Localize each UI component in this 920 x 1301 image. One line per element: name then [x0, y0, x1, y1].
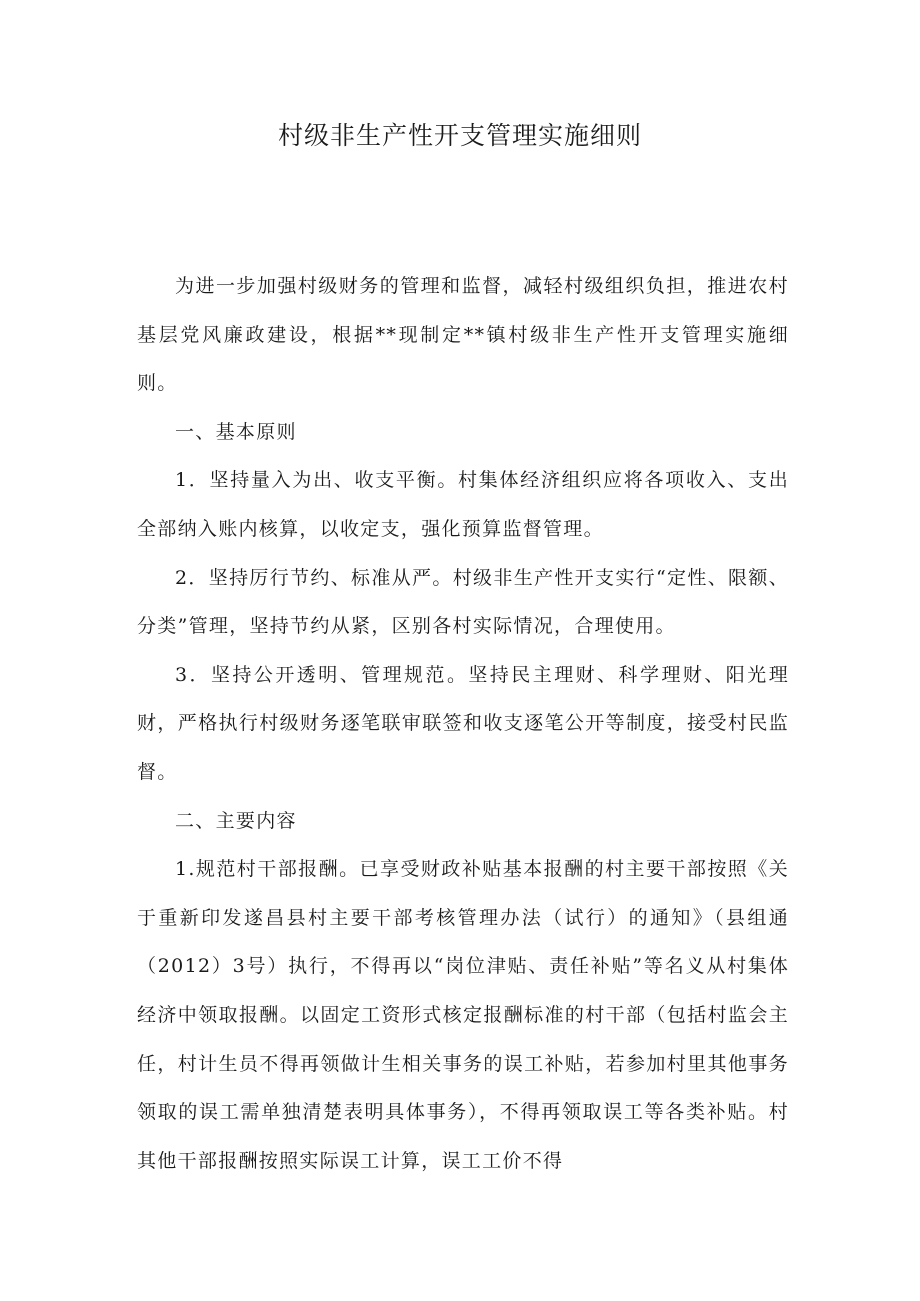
intro-paragraph: 为进一步加强村级财务的管理和监督，减轻村级组织负担，推进农村基层党风廉政建设，根据**现制定**镇村级非生产性开支管理实施细则。 [137, 275, 789, 395]
principle-paragraph-2: 2．坚持厉行节约、标准从严。村级非生产性开支实行“定性、限额、分类”管理，坚持节约从紧，区别各村实际情况，合理使用。 [137, 566, 789, 638]
principle-paragraph-3: 3．坚持公开透明、管理规范。坚持民主理财、科学理财、阳光理财，严格执行村级财务逐笔联审联签和收支逐笔公开等制度，接受村民监督。 [137, 663, 789, 783]
principle-paragraph-1: 1．坚持量入为出、收支平衡。村集体经济组织应将各项收入、支出全部纳入账内核算，以收定支，强化预算监督管理。 [137, 469, 789, 540]
document-body [137, 262, 789, 1185]
section-heading-basic-principles: 一、基本原则 [175, 420, 297, 443]
section-heading-main-content: 二、主要内容 [175, 809, 297, 832]
content-paragraph-1: 1.规范村干部报酬。已享受财政补贴基本报酬的村主要干部按照《关于重新印发遂昌县村主要干部考核管理办法（试行）的通知》（县组通（2012）3号）执行，不得再以“岗位津贴、责任补贴”等名义从村集体经济中领取报酬。以固定工资形式核定报酬标准的村干部（包括村监会主任，村计生员不得再领做计生相关事务的误工补贴，若参加村里其他事务领取的误工需单独清楚表明具体事务），不得再领取误工等各类补贴。村其他干部报酬按照实际误工计算，误工工价不得 [137, 858, 789, 1172]
document-title: 村级非生产性开支管理实施细则 [277, 121, 642, 150]
